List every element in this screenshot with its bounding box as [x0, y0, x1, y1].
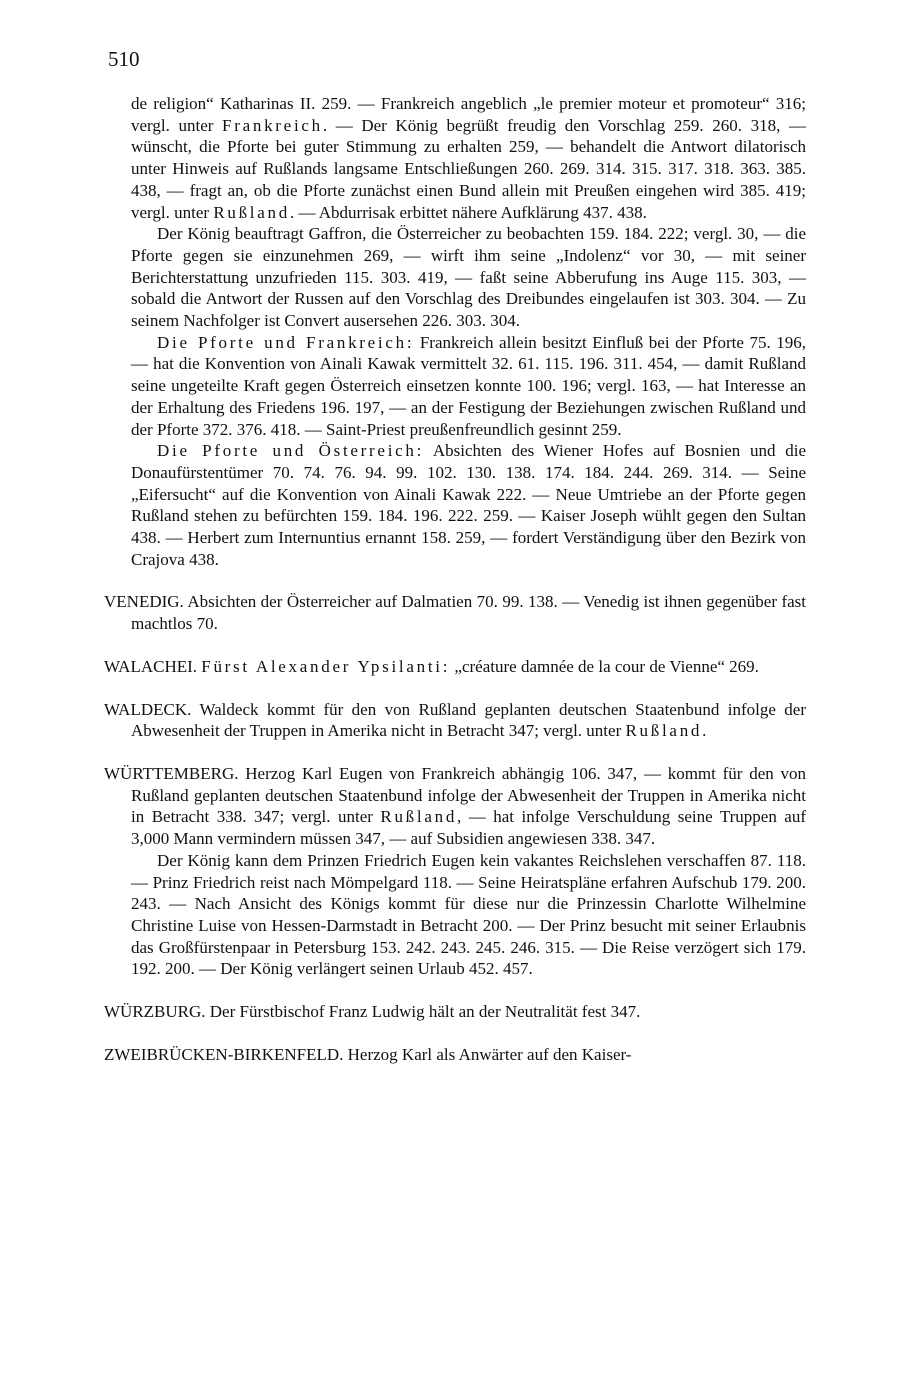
entry-zweibruecken-birkenfeld	[104, 1044, 806, 1066]
entry-heading: WALACHEI.	[104, 656, 198, 676]
text-run: de religion“ Katharinas II. 259. — Frankreich angeblich „le premier moteur et promoteur“ 316; vergl. unter	[131, 94, 806, 135]
text-run: „créature damnée de la cour de Vienne“ 269.	[450, 656, 759, 676]
spaced-cross-reference: Rußland	[380, 807, 458, 827]
entry-wuerzburg	[104, 1001, 806, 1023]
entry-walachei	[104, 656, 806, 678]
spaced-cross-reference: Fürst Alexander Ypsilanti:	[201, 656, 451, 676]
spaced-cross-reference: Rußland	[625, 721, 703, 741]
text-run: .	[702, 721, 707, 741]
continuation-paragraph	[104, 93, 806, 223]
entry-heading: ZWEIBRÜCKEN-BIRKENFELD.	[104, 1044, 344, 1064]
text-run: . — Der König begrüßt freudig den Vorschlag 259. 260. 318, — wünscht, die Pforte bei guter Stimmung zu erhalten 259, — behandelt die Antwort dilatorisch unter Hinweis auf Rußlands langsame Entschließungen 260. 269. 314. 315. 317. 318. 363. 385. 438, — fragt an, ob die Pforte zunächst einen Bund allein mit Preußen eingehen wird 385. 419; vergl. unter	[131, 115, 806, 222]
subparagraph-pforte-oesterreich	[104, 440, 806, 570]
text-run: Der Fürstbischof Franz Ludwig hält an der Neutralität fest 347.	[209, 1002, 641, 1022]
entry-waldeck	[104, 699, 806, 742]
page-number: 510	[108, 47, 140, 71]
text-run: Frankreich allein besitzt Einfluß bei der Pforte 75. 196, — hat die Konvention von Ainali Kawak vermittelt 32. 61. 115. 196. 311. 454, — damit Rußland seine ungeteilte Kraft gegen Österreich einsetzen konnte 100. 196; vergl. 163, — hat Interesse an der Erhaltung des Friedens 196. 197, — an der Festigung der Beziehungen zwischen Rußland und der Pforte 372. 376. 418. — Saint-Priest preußenfreundlich gesinnt 259.	[131, 332, 806, 439]
index-text	[104, 93, 806, 1065]
spaced-cross-reference: Rußland	[213, 202, 290, 222]
entry-heading: VENEDIG.	[104, 592, 184, 612]
entry-gap	[104, 678, 806, 699]
subparagraph-gaffron	[104, 223, 806, 332]
text-run: Der König beauftragt Gaffron, die Österreicher zu beobachten 159. 184. 222; vergl. 30, — die Pforte gegen sie einzunehmen 269, — wirft ihm seine „Indolenz“ vor 30, — mit seiner Berichterstattung unzufrieden 115. 303. 419, — faßt seine Abberufung ins Auge 115. 303, — sobald die Antwort der Russen auf den Vorschlag des Dreibundes eingelaufen ist 303. 304. — Zu seinem Nachfolger ist Convert ausersehen 226. 303. 304.	[131, 224, 806, 331]
spaced-cross-reference: Frankreich	[222, 115, 323, 135]
text-run: Absichten des Wiener Hofes auf Bosnien und die Donaufürstentümer 70. 74. 76. 94. 99. 102. 130. 138. 174. 184. 244. 269. 314. — Seine „Eifersucht“ auf die Konvention von Ainali Kawak 222. — Neue Umtriebe an der Pforte gegen Rußland stehen zu befürchten 159. 184. 196. 222. 259. — Kaiser Joseph wühlt gegen den Sultan 438. — Herbert zum Internuntius ernannt 158. 259, — fordert Verständigung über den Bezirk von Crajova 438.	[131, 441, 806, 569]
entry-gap	[104, 742, 806, 763]
entry-gap	[104, 980, 806, 1001]
entry-gap	[104, 635, 806, 656]
subparagraph-pforte-frankreich	[104, 332, 806, 441]
text-run: Waldeck kommt für den von Rußland geplanten deutschen Staatenbund infolge der Abwesenheit der Truppen in Amerika nicht in Betracht 347; vergl. unter	[131, 699, 806, 741]
text-run: Absichten der Österreicher auf Dalmatien 70. 99. 138. — Venedig ist ihnen gegenüber fast machtlos 70.	[131, 592, 807, 634]
entry-venedig	[104, 591, 806, 634]
entry-gap	[104, 1023, 806, 1044]
entry-heading: WÜRTTEMBERG.	[104, 763, 239, 783]
spaced-subheading: Die Pforte und Österreich:	[157, 441, 425, 461]
text-run: Der König kann dem Prinzen Friedrich Eugen kein vakantes Reichslehen verschaffen 87. 118. — Prinz Friedrich reist nach Mömpelgard 118. — Seine Heiratspläne erfahren Aufschub 179. 200. 243. — Nach Ansicht des Königs kommt für diese nur die Prinzessin Charlotte Wilhelmine Christine Luise von Hessen-Darmstadt in Betracht 200. — Der Prinz besucht mit seiner Erlaubnis das Großfürstenpaar in Petersburg 153. 242. 243. 245. 246. 315. — Die Reise verzögert sich 179. 192. 200. — Der König verlängert seinen Urlaub 452. 457.	[131, 850, 806, 979]
entry-heading: WÜRZBURG.	[104, 1002, 206, 1022]
entry-wuerttemberg	[104, 763, 806, 850]
subparagraph-prinz-friedrich	[104, 850, 806, 980]
text-run: , — hat infolge Verschuldung seine Truppen auf 3,000 Mann vermindern müssen 347, — auf Subsidien angewiesen 338. 347.	[131, 807, 806, 849]
text-run: Herzog Karl als Anwärter auf den Kaiser-	[347, 1044, 632, 1064]
entry-gap	[104, 570, 806, 591]
spaced-subheading: Die Pforte und Frankreich:	[157, 332, 415, 352]
text-run: . — Abdurrisak erbittet nähere Aufklärung 437. 438.	[289, 202, 647, 222]
text-run: Herzog Karl Eugen von Frankreich abhängig 106. 347, — kommt für den von Rußland geplanten deutschen Staatenbund infolge der Abwesenheit der Truppen in Amerika nicht in Betracht 338. 347; vergl. unter	[131, 763, 807, 827]
entry-heading: WALDECK.	[104, 699, 192, 719]
